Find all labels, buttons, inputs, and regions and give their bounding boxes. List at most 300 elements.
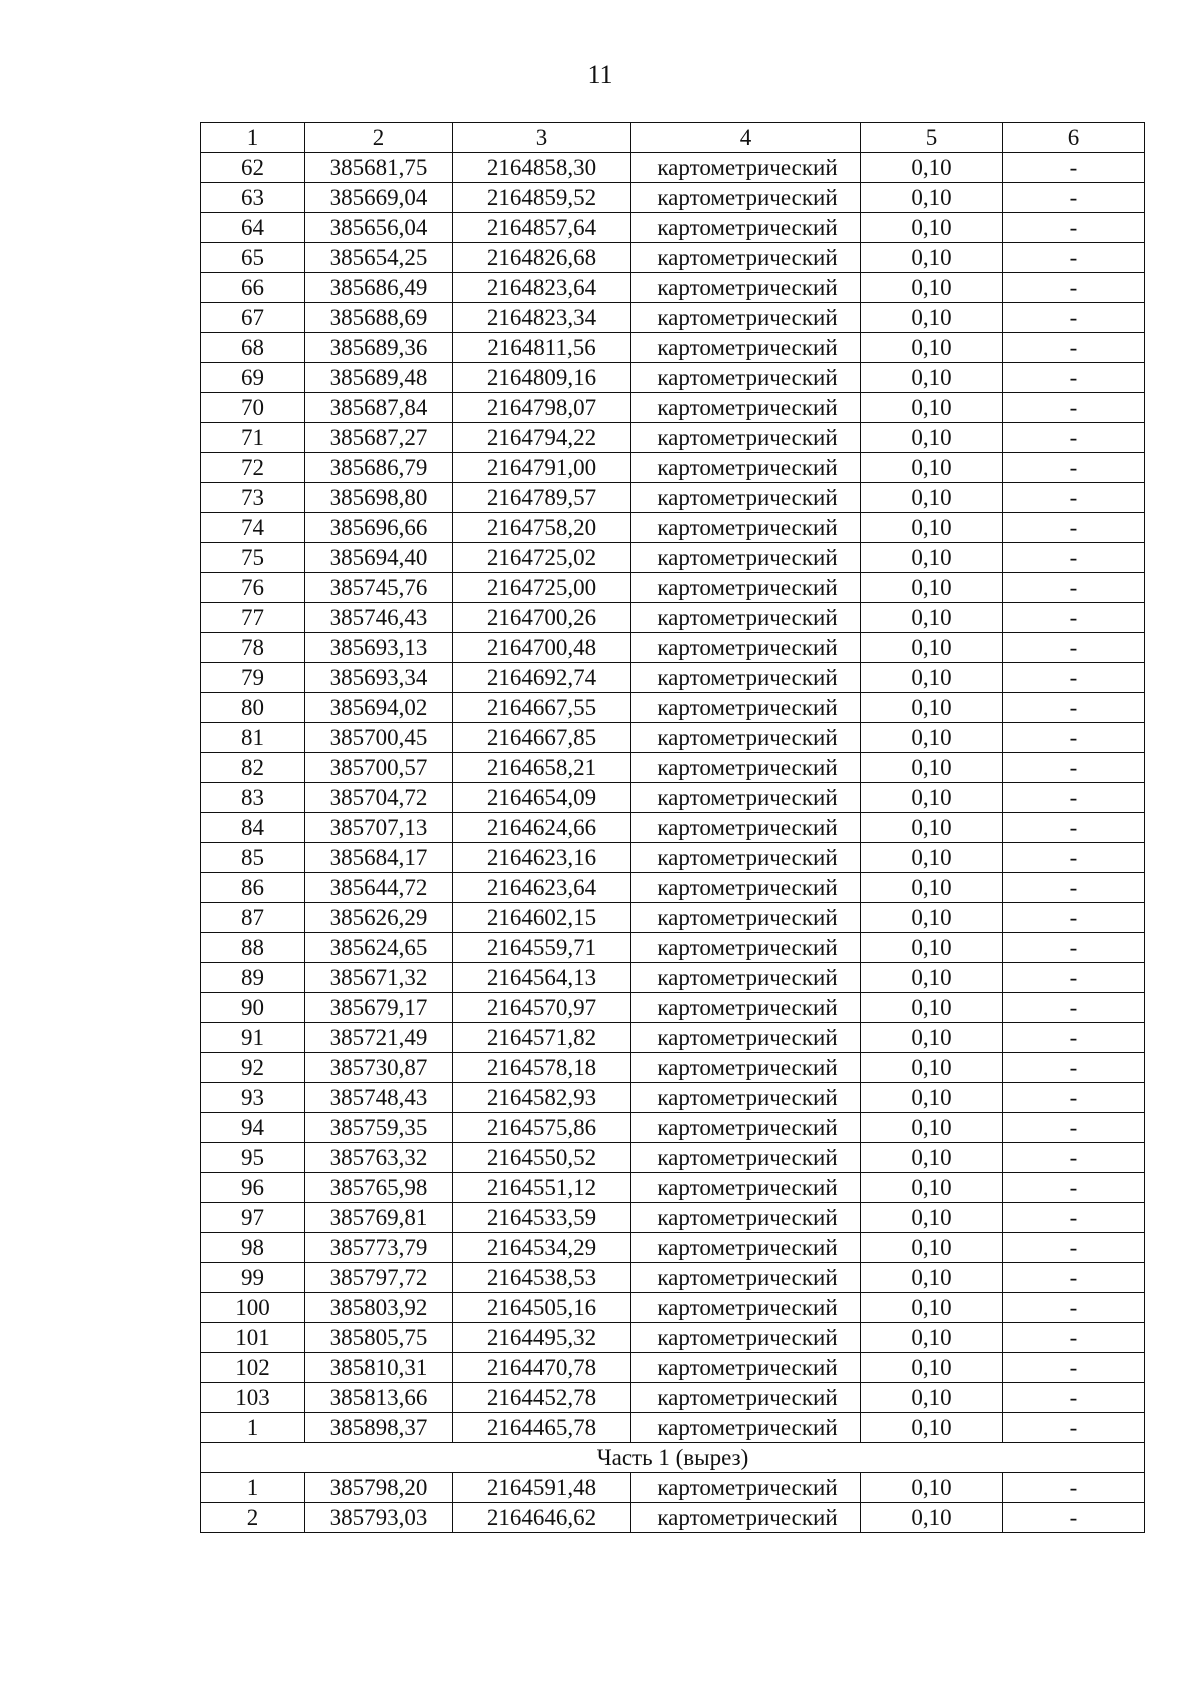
note-cell: - [1003,543,1145,573]
accuracy-cell: 0,10 [861,723,1003,753]
note-cell: - [1003,333,1145,363]
header-cell-6: 6 [1003,123,1145,153]
method-cell: картометрический [631,633,861,663]
y-coordinate-cell: 2164858,30 [453,153,631,183]
point-number-cell: 77 [201,603,305,633]
y-coordinate-cell: 2164559,71 [453,933,631,963]
table-row [201,183,1145,213]
y-coordinate-cell: 2164654,09 [453,783,631,813]
x-coordinate-cell: 385707,13 [305,813,453,843]
table-row [201,783,1145,813]
method-cell: картометрический [631,1203,861,1233]
point-number-cell: 86 [201,873,305,903]
note-cell: - [1003,1473,1145,1503]
method-cell: картометрический [631,1173,861,1203]
note-cell: - [1003,1503,1145,1533]
point-number-cell: 2 [201,1503,305,1533]
y-coordinate-cell: 2164859,52 [453,183,631,213]
point-number-cell: 93 [201,1083,305,1113]
point-number-cell: 95 [201,1143,305,1173]
method-cell: картометрический [631,183,861,213]
y-coordinate-cell: 2164575,86 [453,1113,631,1143]
note-cell: - [1003,1173,1145,1203]
y-coordinate-cell: 2164452,78 [453,1383,631,1413]
y-coordinate-cell: 2164602,15 [453,903,631,933]
accuracy-cell: 0,10 [861,153,1003,183]
accuracy-cell: 0,10 [861,1323,1003,1353]
point-number-cell: 83 [201,783,305,813]
x-coordinate-cell: 385686,79 [305,453,453,483]
table-row [201,303,1145,333]
table-row [201,1053,1145,1083]
table-row [201,1203,1145,1233]
accuracy-cell: 0,10 [861,1203,1003,1233]
x-coordinate-cell: 385698,80 [305,483,453,513]
accuracy-cell: 0,10 [861,303,1003,333]
table-row [201,1023,1145,1053]
point-number-cell: 101 [201,1323,305,1353]
point-number-cell: 62 [201,153,305,183]
note-cell: - [1003,213,1145,243]
note-cell: - [1003,783,1145,813]
note-cell: - [1003,1053,1145,1083]
y-coordinate-cell: 2164826,68 [453,243,631,273]
method-cell: картометрический [631,693,861,723]
x-coordinate-cell: 385759,35 [305,1113,453,1143]
method-cell: картометрический [631,903,861,933]
x-coordinate-cell: 385704,72 [305,783,453,813]
table-row [201,543,1145,573]
note-cell: - [1003,1263,1145,1293]
method-cell: картометрический [631,213,861,243]
accuracy-cell: 0,10 [861,753,1003,783]
note-cell: - [1003,153,1145,183]
accuracy-cell: 0,10 [861,693,1003,723]
table-row [201,1113,1145,1143]
table-row [201,963,1145,993]
method-cell: картометрический [631,603,861,633]
section-table-row [201,1503,1145,1533]
section-title: Часть 1 (вырез) [201,1443,1145,1473]
point-number-cell: 88 [201,933,305,963]
method-cell: картометрический [631,1413,861,1443]
x-coordinate-cell: 385810,31 [305,1353,453,1383]
accuracy-cell: 0,10 [861,393,1003,423]
table-row [201,723,1145,753]
point-number-cell: 71 [201,423,305,453]
point-number-cell: 85 [201,843,305,873]
method-cell: картометрический [631,1293,861,1323]
method-cell: картометрический [631,873,861,903]
x-coordinate-cell: 385679,17 [305,993,453,1023]
accuracy-cell: 0,10 [861,933,1003,963]
x-coordinate-cell: 385769,81 [305,1203,453,1233]
x-coordinate-cell: 385669,04 [305,183,453,213]
table-row [201,483,1145,513]
table-row [201,393,1145,423]
y-coordinate-cell: 2164551,12 [453,1173,631,1203]
note-cell: - [1003,843,1145,873]
accuracy-cell: 0,10 [861,543,1003,573]
point-number-cell: 78 [201,633,305,663]
table-row [201,1293,1145,1323]
note-cell: - [1003,603,1145,633]
method-cell: картометрический [631,1023,861,1053]
accuracy-cell: 0,10 [861,573,1003,603]
page-number: 11 [587,60,613,89]
x-coordinate-cell: 385773,79 [305,1233,453,1263]
note-cell: - [1003,453,1145,483]
note-cell: - [1003,633,1145,663]
note-cell: - [1003,273,1145,303]
x-coordinate-cell: 385688,69 [305,303,453,333]
header-cell-5: 5 [861,123,1003,153]
y-coordinate-cell: 2164725,02 [453,543,631,573]
point-number-cell: 103 [201,1383,305,1413]
point-number-cell: 68 [201,333,305,363]
note-cell: - [1003,963,1145,993]
table-row [201,213,1145,243]
note-cell: - [1003,663,1145,693]
y-coordinate-cell: 2164794,22 [453,423,631,453]
x-coordinate-cell: 385693,34 [305,663,453,693]
point-number-cell: 102 [201,1353,305,1383]
table-row [201,663,1145,693]
y-coordinate-cell: 2164624,66 [453,813,631,843]
y-coordinate-cell: 2164811,56 [453,333,631,363]
method-cell: картометрический [631,933,861,963]
point-number-cell: 67 [201,303,305,333]
y-coordinate-cell: 2164470,78 [453,1353,631,1383]
accuracy-cell: 0,10 [861,513,1003,543]
point-number-cell: 75 [201,543,305,573]
accuracy-cell: 0,10 [861,963,1003,993]
method-cell: картометрический [631,423,861,453]
accuracy-cell: 0,10 [861,783,1003,813]
method-cell: картометрический [631,1503,861,1533]
point-number-cell: 87 [201,903,305,933]
accuracy-cell: 0,10 [861,903,1003,933]
point-number-cell: 69 [201,363,305,393]
point-number-cell: 73 [201,483,305,513]
method-cell: картометрический [631,543,861,573]
table-row [201,423,1145,453]
method-cell: картометрический [631,723,861,753]
accuracy-cell: 0,10 [861,483,1003,513]
table-row [201,153,1145,183]
note-cell: - [1003,423,1145,453]
y-coordinate-cell: 2164692,74 [453,663,631,693]
method-cell: картометрический [631,243,861,273]
note-cell: - [1003,483,1145,513]
point-number-cell: 74 [201,513,305,543]
note-cell: - [1003,693,1145,723]
accuracy-cell: 0,10 [861,1023,1003,1053]
method-cell: картометрический [631,303,861,333]
y-coordinate-cell: 2164534,29 [453,1233,631,1263]
method-cell: картометрический [631,333,861,363]
accuracy-cell: 0,10 [861,183,1003,213]
x-coordinate-cell: 385644,72 [305,873,453,903]
accuracy-cell: 0,10 [861,633,1003,663]
table-row [201,633,1145,663]
table-row [201,243,1145,273]
method-cell: картометрический [631,813,861,843]
x-coordinate-cell: 385721,49 [305,1023,453,1053]
accuracy-cell: 0,10 [861,603,1003,633]
accuracy-cell: 0,10 [861,453,1003,483]
accuracy-cell: 0,10 [861,1263,1003,1293]
note-cell: - [1003,1113,1145,1143]
table-row [201,753,1145,783]
point-number-cell: 1 [201,1413,305,1443]
note-cell: - [1003,993,1145,1023]
note-cell: - [1003,933,1145,963]
note-cell: - [1003,1293,1145,1323]
accuracy-cell: 0,10 [861,813,1003,843]
note-cell: - [1003,1083,1145,1113]
y-coordinate-cell: 2164700,26 [453,603,631,633]
method-cell: картометрический [631,153,861,183]
table-row [201,933,1145,963]
y-coordinate-cell: 2164823,64 [453,273,631,303]
table-row [201,1233,1145,1263]
y-coordinate-cell: 2164700,48 [453,633,631,663]
accuracy-cell: 0,10 [861,1503,1003,1533]
accuracy-cell: 0,10 [861,873,1003,903]
table-row [201,453,1145,483]
x-coordinate-cell: 385684,17 [305,843,453,873]
accuracy-cell: 0,10 [861,993,1003,1023]
table-row [201,603,1145,633]
accuracy-cell: 0,10 [861,1173,1003,1203]
x-coordinate-cell: 385624,65 [305,933,453,963]
accuracy-cell: 0,10 [861,1053,1003,1083]
point-number-cell: 82 [201,753,305,783]
table-row [201,993,1145,1023]
table-row [201,1323,1145,1353]
x-coordinate-cell: 385803,92 [305,1293,453,1323]
note-cell: - [1003,513,1145,543]
x-coordinate-cell: 385686,49 [305,273,453,303]
x-coordinate-cell: 385730,87 [305,1053,453,1083]
y-coordinate-cell: 2164725,00 [453,573,631,603]
y-coordinate-cell: 2164758,20 [453,513,631,543]
point-number-cell: 92 [201,1053,305,1083]
accuracy-cell: 0,10 [861,1293,1003,1323]
point-number-cell: 64 [201,213,305,243]
note-cell: - [1003,1233,1145,1263]
table-row [201,1383,1145,1413]
section-table-row [201,1473,1145,1503]
x-coordinate-cell: 385797,72 [305,1263,453,1293]
y-coordinate-cell: 2164667,55 [453,693,631,723]
note-cell: - [1003,243,1145,273]
note-cell: - [1003,1383,1145,1413]
x-coordinate-cell: 385700,57 [305,753,453,783]
x-coordinate-cell: 385671,32 [305,963,453,993]
note-cell: - [1003,1023,1145,1053]
y-coordinate-cell: 2164591,48 [453,1473,631,1503]
method-cell: картометрический [631,843,861,873]
table-row [201,693,1145,723]
point-number-cell: 90 [201,993,305,1023]
accuracy-cell: 0,10 [861,363,1003,393]
x-coordinate-cell: 385626,29 [305,903,453,933]
table-row [201,573,1145,603]
table-row [201,873,1145,903]
y-coordinate-cell: 2164465,78 [453,1413,631,1443]
table-row [201,1143,1145,1173]
y-coordinate-cell: 2164571,82 [453,1023,631,1053]
table-row [201,1413,1145,1443]
x-coordinate-cell: 385798,20 [305,1473,453,1503]
x-coordinate-cell: 385687,27 [305,423,453,453]
note-cell: - [1003,1353,1145,1383]
y-coordinate-cell: 2164570,97 [453,993,631,1023]
accuracy-cell: 0,10 [861,1383,1003,1413]
x-coordinate-cell: 385689,48 [305,363,453,393]
y-coordinate-cell: 2164550,52 [453,1143,631,1173]
y-coordinate-cell: 2164495,32 [453,1323,631,1353]
y-coordinate-cell: 2164538,53 [453,1263,631,1293]
y-coordinate-cell: 2164623,16 [453,843,631,873]
method-cell: картометрический [631,1473,861,1503]
y-coordinate-cell: 2164564,13 [453,963,631,993]
point-number-cell: 98 [201,1233,305,1263]
point-number-cell: 97 [201,1203,305,1233]
x-coordinate-cell: 385693,13 [305,633,453,663]
table-row [201,1173,1145,1203]
accuracy-cell: 0,10 [861,1353,1003,1383]
accuracy-cell: 0,10 [861,333,1003,363]
note-cell: - [1003,903,1145,933]
x-coordinate-cell: 385654,25 [305,243,453,273]
method-cell: картометрический [631,963,861,993]
y-coordinate-cell: 2164823,34 [453,303,631,333]
y-coordinate-cell: 2164623,64 [453,873,631,903]
x-coordinate-cell: 385689,36 [305,333,453,363]
x-coordinate-cell: 385694,40 [305,543,453,573]
accuracy-cell: 0,10 [861,1143,1003,1173]
point-number-cell: 76 [201,573,305,603]
header-cell-3: 3 [453,123,631,153]
point-number-cell: 63 [201,183,305,213]
accuracy-cell: 0,10 [861,1413,1003,1443]
header-cell-2: 2 [305,123,453,153]
x-coordinate-cell: 385793,03 [305,1503,453,1533]
method-cell: картометрический [631,573,861,603]
header-cell-4: 4 [631,123,861,153]
point-number-cell: 70 [201,393,305,423]
table-row [201,363,1145,393]
table-row [201,333,1145,363]
x-coordinate-cell: 385700,45 [305,723,453,753]
method-cell: картометрический [631,453,861,483]
accuracy-cell: 0,10 [861,1113,1003,1143]
method-cell: картометрический [631,393,861,423]
y-coordinate-cell: 2164798,07 [453,393,631,423]
method-cell: картометрический [631,483,861,513]
note-cell: - [1003,1203,1145,1233]
accuracy-cell: 0,10 [861,843,1003,873]
y-coordinate-cell: 2164789,57 [453,483,631,513]
y-coordinate-cell: 2164658,21 [453,753,631,783]
note-cell: - [1003,363,1145,393]
method-cell: картометрический [631,273,861,303]
note-cell: - [1003,873,1145,903]
accuracy-cell: 0,10 [861,213,1003,243]
header-cell-1: 1 [201,123,305,153]
x-coordinate-cell: 385681,75 [305,153,453,183]
point-number-cell: 79 [201,663,305,693]
x-coordinate-cell: 385694,02 [305,693,453,723]
note-cell: - [1003,393,1145,423]
y-coordinate-cell: 2164857,64 [453,213,631,243]
section-row [201,1443,1145,1473]
point-number-cell: 1 [201,1473,305,1503]
accuracy-cell: 0,10 [861,663,1003,693]
x-coordinate-cell: 385746,43 [305,603,453,633]
x-coordinate-cell: 385687,84 [305,393,453,423]
y-coordinate-cell: 2164667,85 [453,723,631,753]
note-cell: - [1003,303,1145,333]
y-coordinate-cell: 2164505,16 [453,1293,631,1323]
x-coordinate-cell: 385696,66 [305,513,453,543]
x-coordinate-cell: 385748,43 [305,1083,453,1113]
header-row [201,123,1145,153]
note-cell: - [1003,183,1145,213]
accuracy-cell: 0,10 [861,243,1003,273]
method-cell: картометрический [631,1353,861,1383]
method-cell: картометрический [631,783,861,813]
method-cell: картометрический [631,1323,861,1353]
y-coordinate-cell: 2164809,16 [453,363,631,393]
method-cell: картометрический [631,1383,861,1413]
table-row [201,1353,1145,1383]
note-cell: - [1003,1413,1145,1443]
accuracy-cell: 0,10 [861,423,1003,453]
y-coordinate-cell: 2164582,93 [453,1083,631,1113]
table-row [201,1263,1145,1293]
x-coordinate-cell: 385765,98 [305,1173,453,1203]
method-cell: картометрический [631,1053,861,1083]
accuracy-cell: 0,10 [861,273,1003,303]
table-body [201,123,1145,1533]
method-cell: картометрический [631,663,861,693]
y-coordinate-cell: 2164791,00 [453,453,631,483]
table-row [201,813,1145,843]
point-number-cell: 84 [201,813,305,843]
coordinates-table [200,122,1145,1533]
method-cell: картометрический [631,1233,861,1263]
note-cell: - [1003,1143,1145,1173]
point-number-cell: 65 [201,243,305,273]
point-number-cell: 99 [201,1263,305,1293]
x-coordinate-cell: 385745,76 [305,573,453,603]
table-row [201,273,1145,303]
method-cell: картометрический [631,363,861,393]
y-coordinate-cell: 2164533,59 [453,1203,631,1233]
table-row [201,1083,1145,1113]
method-cell: картометрический [631,1083,861,1113]
note-cell: - [1003,723,1145,753]
x-coordinate-cell: 385656,04 [305,213,453,243]
point-number-cell: 100 [201,1293,305,1323]
point-number-cell: 91 [201,1023,305,1053]
table-row [201,843,1145,873]
x-coordinate-cell: 385805,75 [305,1323,453,1353]
